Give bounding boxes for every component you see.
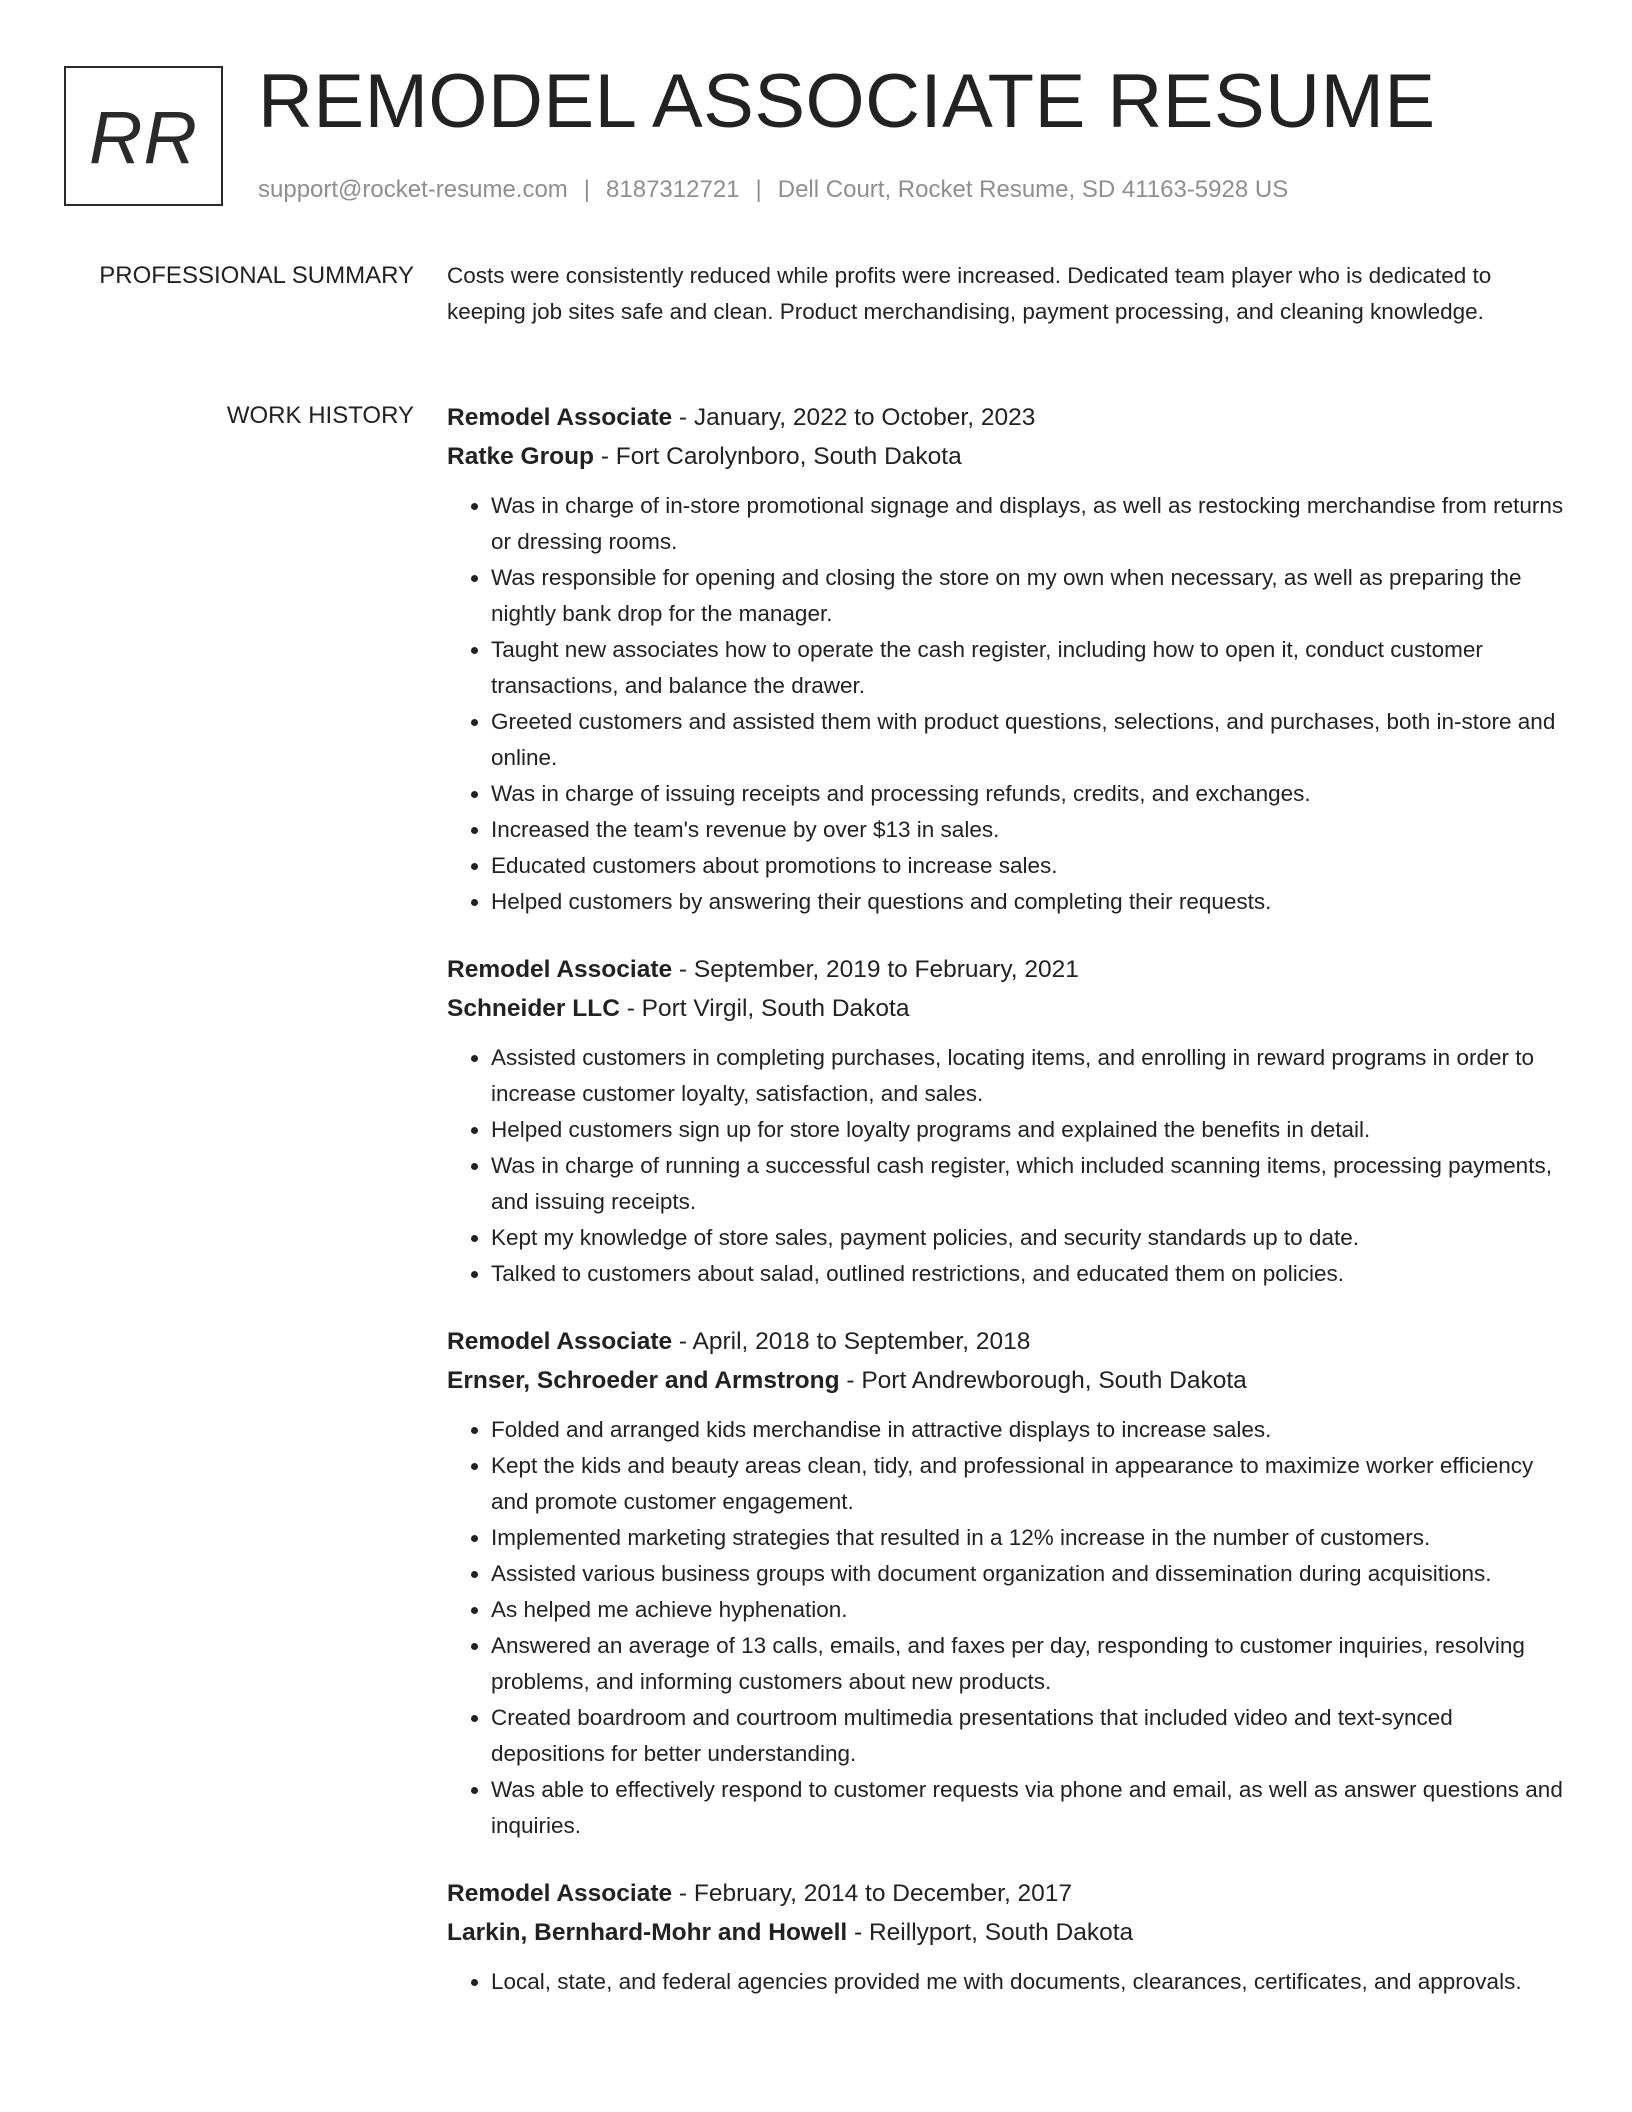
job-bullet: • Was able to effectively respond to customer requests via phone and email, as well as answer questions and inquiries. [491,1772,1567,1844]
job-bullets [447,1412,1567,1844]
section-label-work-history: WORK HISTORY [226,402,414,429]
job-dates: - April, 2018 to September, 2018 [672,1328,1031,1355]
resume-title: REMODEL ASSOCIATE RESUME [258,59,1436,144]
job-title: Remodel Associate [447,404,673,431]
job-bullet: • Was in charge of in-store promotional signage and displays, as well as restocking merchandise from returns or dressing rooms. [491,488,1567,560]
job-bullet: • Increased the team's revenue by over $13 in sales. [491,812,1567,848]
job-location: - Port Virgil, South Dakota [619,995,910,1022]
contact-separator: | [755,176,762,203]
job-bullet: • Was responsible for opening and closing the store on my own when necessary, as well as preparing the nightly bank drop for the manager. [491,560,1567,632]
job-bullet: • Local, state, and federal agencies provided me with documents, clearances, certificates, and approvals. [491,1964,1567,2000]
job-company: Schneider LLC [447,995,620,1022]
job-bullet: • Educated customers about promotions to increase sales. [491,848,1567,884]
job-location: - Fort Carolynboro, South Dakota [594,443,962,470]
job-company-line [447,437,1567,476]
job-bullet: • Created boardroom and courtroom multimedia presentations that included video and text-synced depositions for better understanding. [491,1700,1567,1772]
job-bullet: • Taught new associates how to operate the cash register, including how to open it, conduct customer transactions, and balance the drawer. [491,632,1567,704]
contact-address: Dell Court, Rocket Resume, SD 41163-5928 US [777,176,1289,203]
job-dates: - February, 2014 to December, 2017 [672,1880,1073,1907]
job-company-line [447,1361,1567,1400]
job-entry [447,398,1567,920]
job-bullet: • Talked to customers about salad, outlined restrictions, and educated them on policies. [491,1256,1567,1292]
job-bullets [447,1040,1567,1292]
job-title-line [447,1322,1567,1361]
job-bullets [447,1964,1567,2000]
job-bullet: • Was in charge of issuing receipts and processing refunds, credits, and exchanges. [491,776,1567,812]
contact-separator: | [583,176,591,203]
job-bullet: • Greeted customers and assisted them with product questions, selections, and purchases, both in-store and online. [491,704,1567,776]
job-bullet: • Implemented marketing strategies that resulted in a 12% increase in the number of customers. [491,1520,1567,1556]
job-company: Larkin, Bernhard-Mohr and Howell [447,1919,848,1946]
job-bullet: • Folded and arranged kids merchandise in attractive displays to increase sales. [491,1412,1567,1448]
job-dates: - September, 2019 to February, 2021 [672,956,1079,983]
job-company: Ernser, Schroeder and Armstrong [447,1367,840,1394]
monogram-initials: RR [89,96,198,179]
job-entry [447,950,1567,1292]
job-title-line [447,950,1567,989]
job-bullet: • Was in charge of running a successful cash register, which included scanning items, processing payments, and issuing receipts. [491,1148,1567,1220]
job-bullet: • As helped me achieve hyphenation. [491,1592,1567,1628]
contact-line [258,174,1288,206]
job-title: Remodel Associate [447,1880,673,1907]
job-bullet: • Helped customers sign up for store loyalty programs and explained the benefits in detail. [491,1112,1567,1148]
job-bullets [447,488,1567,920]
job-company: Ratke Group [447,443,595,470]
job-title: Remodel Associate [447,956,673,983]
job-bullet: • Kept my knowledge of store sales, payment policies, and security standards up to date. [491,1220,1567,1256]
contact-phone: 8187312721 [606,176,740,203]
job-title: Remodel Associate [447,1328,673,1355]
job-bullet: • Kept the kids and beauty areas clean, tidy, and professional in appearance to maximize worker efficiency and promote customer engagement. [491,1448,1567,1520]
monogram-box [64,66,223,206]
job-bullet: • Assisted various business groups with document organization and dissemination during acquisitions. [491,1556,1567,1592]
job-dates: - January, 2022 to October, 2023 [672,404,1036,431]
job-entry [447,1874,1567,2000]
job-bullet: • Answered an average of 13 calls, emails, and faxes per day, responding to customer inquiries, resolving problems, and informing customers about new products. [491,1628,1567,1700]
job-company-line [447,989,1567,1028]
job-location: - Port Andrewborough, South Dakota [839,1367,1247,1394]
work-history-body [447,398,1567,2030]
summary-body [447,258,1567,330]
job-company-line [447,1913,1567,1952]
job-title-line [447,1874,1567,1913]
job-bullet: • Helped customers by answering their questions and completing their requests. [491,884,1567,920]
job-title-line [447,398,1567,437]
contact-email: support@rocket-resume.com [258,176,568,203]
section-label-summary: PROFESSIONAL SUMMARY [99,262,414,289]
summary-text: Costs were consistently reduced while profits were increased. Dedicated team player who is dedicated to keeping job sites safe and clean. Product merchandising, payment processing, and cleaning knowledge. [447,263,1492,324]
job-entry [447,1322,1567,1844]
job-location: - Reillyport, South Dakota [847,1919,1134,1946]
job-bullet: • Assisted customers in completing purchases, locating items, and enrolling in reward programs in order to increase customer loyalty, satisfaction, and sales. [491,1040,1567,1112]
